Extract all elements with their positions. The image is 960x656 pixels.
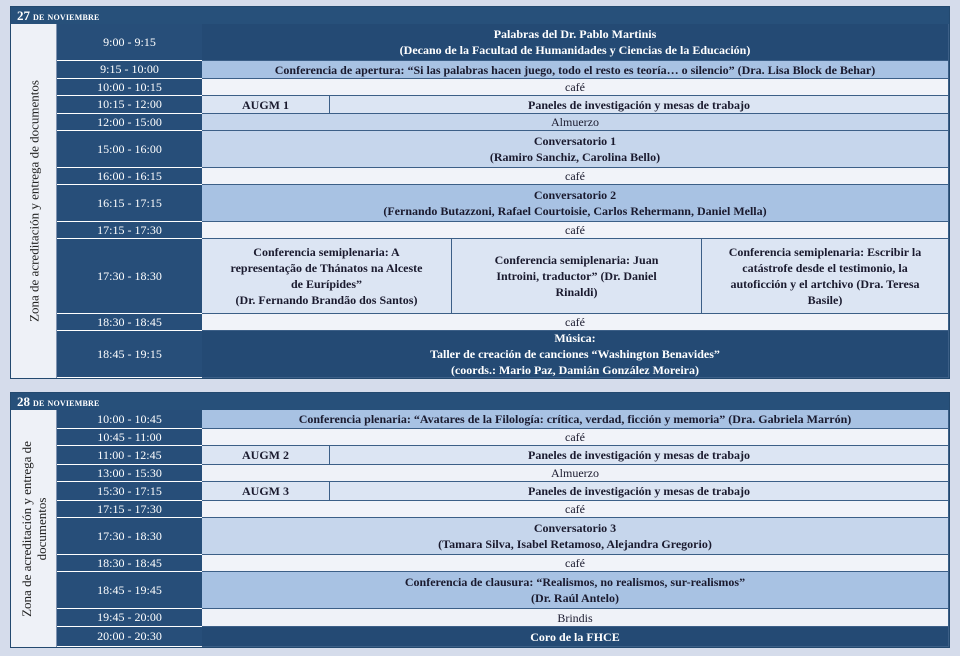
event-text	[383, 187, 766, 219]
event-text-line: Conversatorio 3	[533, 521, 617, 535]
time-slot: 18:30 - 18:45	[57, 555, 202, 572]
schedule-row	[57, 222, 949, 239]
event-cell	[202, 446, 330, 465]
event-cell	[330, 446, 949, 465]
time-slot: 10:15 - 12:00	[57, 96, 202, 114]
side-label	[19, 441, 49, 617]
time-slot: 12:00 - 15:00	[57, 114, 202, 131]
row-cells	[202, 429, 949, 446]
side-label-line: documentos	[33, 497, 49, 560]
schedule-row	[57, 79, 949, 96]
event-cell	[702, 239, 949, 314]
day-27-schedule	[10, 6, 950, 379]
schedule-row	[57, 185, 949, 222]
schedule-row	[57, 331, 949, 378]
event-text-line: Basile)	[807, 293, 843, 307]
event-text	[565, 79, 585, 95]
event-text	[729, 244, 922, 308]
event-text-line: Almuerzo	[551, 115, 599, 129]
schedule-row	[57, 482, 949, 501]
event-text-line: Palabras del Dr. Pablo Martinis	[493, 27, 657, 41]
row-cells	[202, 131, 949, 168]
event-text	[551, 465, 599, 481]
schedule-row	[57, 114, 949, 131]
event-text-line: representação de Thánatos na Alceste	[230, 261, 423, 275]
schedule-row	[57, 465, 949, 482]
event-cell	[202, 168, 949, 185]
event-cell	[202, 572, 949, 609]
time-slot: 9:00 - 9:15	[57, 24, 202, 61]
event-text-line: (coords.: Mario Paz, Damián González Moreira)	[450, 363, 700, 377]
event-cell	[202, 222, 949, 239]
schedule-row	[57, 501, 949, 518]
row-cells	[202, 185, 949, 222]
event-text-line: Conversatorio 1	[533, 134, 617, 148]
time-slot: 17:30 - 18:30	[57, 239, 202, 314]
event-text	[528, 447, 750, 463]
schedule-row	[57, 24, 949, 61]
event-text	[565, 314, 585, 330]
time-slot: 10:00 - 10:45	[57, 410, 202, 429]
event-text-line: Rinaldi)	[555, 285, 598, 299]
event-text-line: catástrofe desde el testimonio, la	[742, 261, 908, 275]
event-text-line: AUGM 1	[242, 97, 289, 112]
event-text-line: (Tamara Silva, Isabel Retamoso, Alejandra Gregorio)	[438, 537, 712, 551]
day-header	[11, 393, 949, 410]
schedule-row	[57, 96, 949, 114]
schedule-row	[57, 446, 949, 465]
event-cell	[202, 331, 949, 378]
event-cell	[202, 482, 330, 501]
day-month: de noviembre	[33, 11, 100, 23]
event-text	[490, 133, 660, 165]
day-number: 27	[17, 8, 30, 23]
event-cell	[202, 24, 949, 61]
time-slot: 18:45 - 19:45	[57, 572, 202, 609]
row-cells	[202, 482, 949, 501]
row-cells	[202, 501, 949, 518]
day-28-schedule	[10, 392, 950, 648]
time-slot: 11:00 - 12:45	[57, 446, 202, 465]
event-text	[231, 244, 423, 308]
row-cells	[202, 114, 949, 131]
row-cells	[202, 61, 949, 79]
event-text	[528, 97, 750, 113]
event-text	[528, 483, 750, 499]
side-label-line: Zona de acreditación y entrega de	[18, 440, 34, 617]
day-month: de noviembre	[33, 397, 100, 409]
time-slot: 15:30 - 17:15	[57, 482, 202, 501]
event-text-line: Paneles de investigación y mesas de trabajo	[528, 448, 750, 462]
event-text-line: Taller de creación de canciones “Washington Benavides”	[430, 347, 720, 361]
time-slot: 15:00 - 16:00	[57, 131, 202, 168]
event-cell	[202, 410, 949, 429]
event-text-line: Coro de la FHCE	[530, 629, 620, 644]
event-cell	[202, 609, 949, 627]
row-cells	[202, 518, 949, 555]
time-slot: 18:45 - 19:15	[57, 331, 202, 378]
event-text-line: Paneles de investigación y mesas de trabajo	[528, 97, 750, 112]
event-text	[495, 252, 659, 300]
time-slot: 17:15 - 17:30	[57, 501, 202, 518]
event-cell	[202, 501, 949, 518]
event-text-line: AUGM 3	[242, 484, 289, 498]
event-cell	[330, 96, 949, 114]
event-text	[438, 520, 712, 552]
schedule-row	[57, 168, 949, 185]
time-slot: 16:00 - 16:15	[57, 168, 202, 185]
schedule-row	[57, 555, 949, 572]
accreditation-zone	[11, 24, 57, 378]
schedule-row	[57, 429, 949, 446]
event-text-line: Conferencia semiplenaria: Juan	[494, 253, 659, 267]
row-cells	[202, 465, 949, 482]
event-cell	[202, 114, 949, 131]
event-cell	[202, 465, 949, 482]
schedule-row	[57, 609, 949, 627]
event-text-line: Conferencia de clausura: “Realismos, no realismos, sur-realismos”	[404, 575, 746, 589]
event-cell	[202, 518, 949, 555]
event-cell	[330, 482, 949, 501]
event-cell	[202, 131, 949, 168]
event-text-line: Conversatorio 2	[533, 188, 617, 202]
time-slot: 18:30 - 18:45	[57, 314, 202, 331]
schedule-row	[57, 410, 949, 429]
row-cells	[202, 627, 949, 647]
event-text	[400, 26, 751, 58]
event-cell	[202, 239, 452, 314]
event-text	[565, 555, 585, 571]
event-text-line: Paneles de investigación y mesas de trabajo	[528, 484, 750, 498]
event-text	[299, 411, 852, 427]
event-text	[530, 629, 619, 645]
event-text	[242, 447, 289, 463]
schedule-row	[57, 518, 949, 555]
time-slot: 16:15 - 17:15	[57, 185, 202, 222]
side-label: Zona de acreditación y entrega de documentos	[26, 80, 41, 322]
event-text	[565, 501, 585, 517]
event-cell	[202, 185, 949, 222]
row-cells	[202, 222, 949, 239]
row-cells	[202, 79, 949, 96]
event-text-line: Conferencia semiplenaria: Escribir la	[728, 245, 922, 259]
row-cells	[202, 572, 949, 609]
schedule-row	[57, 314, 949, 331]
event-cell	[202, 555, 949, 572]
time-slot: 10:45 - 11:00	[57, 429, 202, 446]
time-slot: 17:30 - 18:30	[57, 518, 202, 555]
event-text-line: Introini, traductor” (Dr. Daniel	[496, 269, 657, 283]
event-text-line: café	[565, 556, 585, 570]
event-text	[430, 330, 720, 378]
event-text	[242, 97, 289, 113]
event-text-line: (Ramiro Sanchiz, Carolina Bello)	[489, 150, 661, 164]
row-cells	[202, 331, 949, 378]
row-cells	[202, 555, 949, 572]
time-slot: 20:00 - 20:30	[57, 627, 202, 647]
row-cells	[202, 446, 949, 465]
event-text-line: café	[565, 169, 585, 183]
row-cells	[202, 24, 949, 61]
event-cell	[202, 61, 949, 79]
event-text-line: AUGM 2	[242, 448, 289, 462]
event-text-line: Conferencia plenaria: “Avatares de la Filología: crítica, verdad, ficción y memoria” (Dra. Gabriela Marrón)	[298, 412, 852, 426]
event-text-line: Conferencia semiplenaria: A	[253, 245, 400, 259]
event-text-line: café	[565, 223, 585, 237]
event-text	[242, 483, 289, 499]
time-slot: 17:15 - 17:30	[57, 222, 202, 239]
day-number: 28	[17, 394, 30, 409]
event-text-line: autoficción y el artchivo (Dra. Teresa	[730, 277, 920, 291]
event-text-line: (Dr. Fernando Brandão dos Santos)	[235, 293, 418, 307]
accreditation-zone	[11, 410, 57, 647]
row-cells	[202, 239, 949, 314]
event-text	[565, 168, 585, 184]
row-cells	[202, 609, 949, 627]
row-cells	[202, 96, 949, 114]
event-text	[405, 574, 745, 606]
event-text-line: Brindis	[557, 610, 593, 625]
event-text-line: Conferencia de apertura: “Si las palabras hacen juego, todo el resto es teoría… o silencio” (Dra. Lisa Block de Behar)	[274, 62, 876, 77]
time-slot: 10:00 - 10:15	[57, 79, 202, 96]
event-text-line: Música:	[554, 331, 596, 345]
event-text-line: Almuerzo	[551, 466, 599, 480]
day-header	[11, 7, 949, 24]
event-text-line: café	[565, 430, 585, 444]
schedule-row	[57, 572, 949, 609]
time-slot: 9:15 - 10:00	[57, 61, 202, 79]
time-slot: 13:00 - 15:30	[57, 465, 202, 482]
event-text-line: café	[565, 502, 585, 516]
event-text	[551, 114, 599, 130]
time-slot: 19:45 - 20:00	[57, 609, 202, 627]
row-cells	[202, 410, 949, 429]
event-text	[557, 610, 592, 626]
event-text-line: (Fernando Butazzoni, Rafael Courtoisie, Carlos Rehermann, Daniel Mella)	[383, 204, 767, 218]
schedule-row	[57, 627, 949, 647]
event-cell	[202, 429, 949, 446]
event-text	[275, 62, 876, 78]
event-text-line: café	[565, 80, 585, 94]
event-cell	[202, 79, 949, 96]
event-text-line: (Dr. Raúl Antelo)	[531, 591, 619, 605]
row-cells	[202, 314, 949, 331]
schedule-row	[57, 131, 949, 168]
schedule-row	[57, 239, 949, 314]
event-cell	[452, 239, 702, 314]
event-cell	[202, 627, 949, 647]
row-cells	[202, 168, 949, 185]
event-text-line: de Eurípides”	[290, 277, 362, 291]
event-text-line: (Decano de la Facultad de Humanidades y Ciencias de la Educación)	[399, 43, 751, 57]
event-text	[565, 429, 585, 445]
event-text	[565, 222, 585, 238]
event-cell	[202, 314, 949, 331]
event-cell	[202, 96, 330, 114]
event-text-line: café	[565, 315, 585, 329]
schedule-row	[57, 61, 949, 79]
